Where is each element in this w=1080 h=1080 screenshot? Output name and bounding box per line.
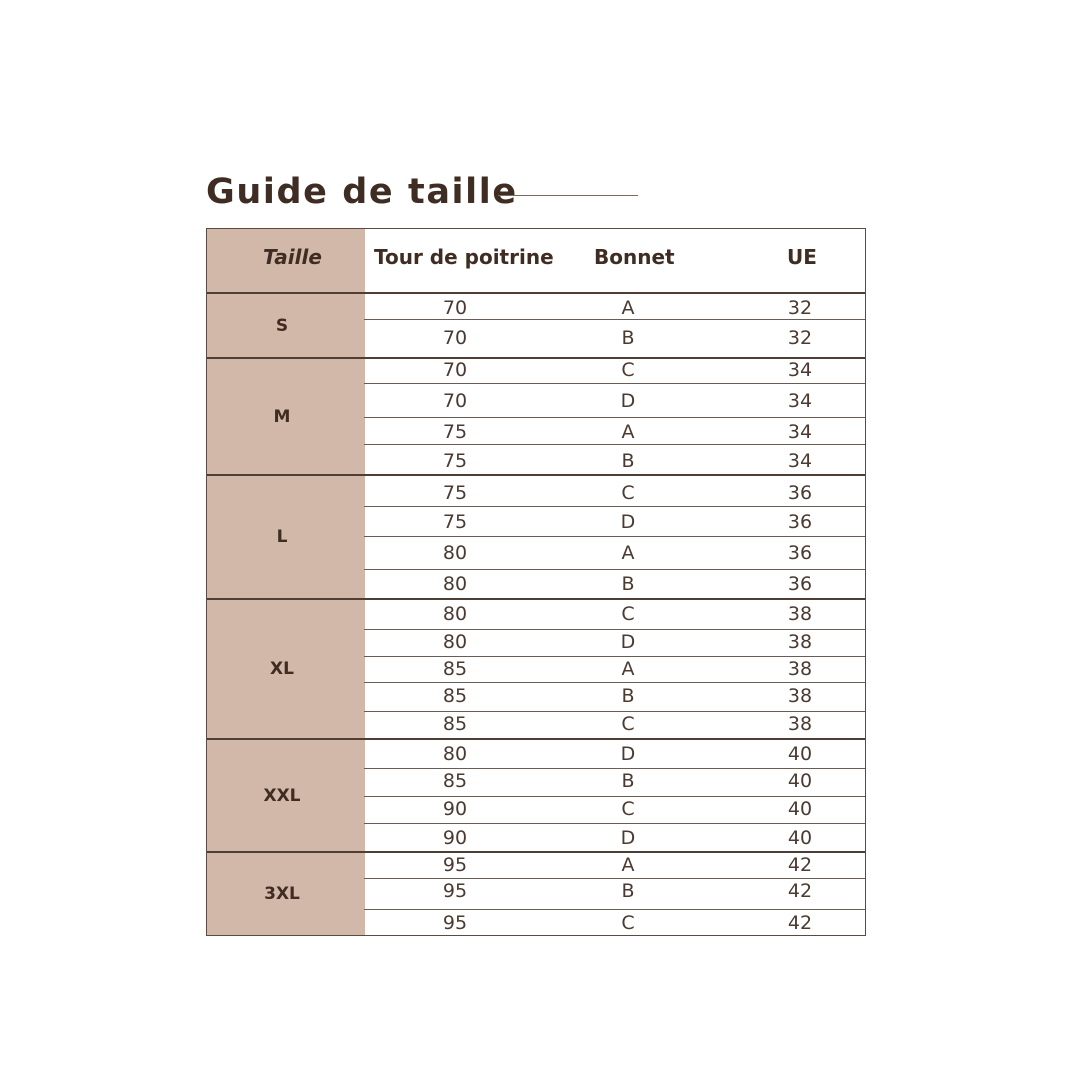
size-label-l: L [276, 527, 288, 547]
tour-de-poitrine-cell: 80 [442, 631, 468, 653]
bonnet-cell: B [621, 573, 635, 595]
bonnet-cell: A [621, 297, 635, 319]
ue-cell: 40 [787, 798, 813, 820]
group-divider [206, 474, 866, 476]
tour-de-poitrine-cell: 80 [442, 573, 468, 595]
row-divider [364, 319, 866, 320]
ue-cell: 40 [787, 827, 813, 849]
bonnet-cell: C [621, 482, 635, 504]
ue-cell: 38 [787, 603, 813, 625]
page-title: Guide de taille [206, 172, 518, 212]
size-label-xl: XL [270, 659, 294, 679]
tour-de-poitrine-cell: 95 [442, 880, 468, 902]
bonnet-cell: A [621, 658, 635, 680]
tour-de-poitrine-cell: 75 [442, 511, 468, 533]
tour-de-poitrine-cell: 95 [442, 912, 468, 934]
bonnet-cell: A [621, 854, 635, 876]
tour-de-poitrine-cell: 85 [442, 770, 468, 792]
header-tour-de-poitrine: Tour de poitrine [374, 245, 554, 269]
tour-de-poitrine-cell: 85 [442, 713, 468, 735]
group-divider [206, 292, 866, 294]
group-divider [206, 851, 866, 853]
size-chart-table [206, 228, 866, 936]
bonnet-cell: C [621, 713, 635, 735]
ue-cell: 40 [787, 743, 813, 765]
row-divider [364, 796, 866, 797]
size-label-xxl: XXL [263, 785, 301, 806]
ue-cell: 36 [787, 482, 813, 504]
row-divider [364, 656, 866, 657]
bonnet-cell: D [620, 827, 636, 849]
size-label-m: M [273, 406, 291, 427]
size-label-s: S [275, 315, 289, 336]
row-divider [364, 682, 866, 683]
group-divider [206, 598, 866, 600]
row-divider [364, 909, 866, 910]
tour-de-poitrine-cell: 75 [442, 421, 468, 443]
header-ue: UE [787, 245, 817, 269]
bonnet-cell: D [620, 631, 636, 653]
bonnet-cell: D [620, 390, 636, 412]
ue-cell: 32 [787, 297, 813, 319]
ue-cell: 34 [787, 359, 813, 381]
bonnet-cell: C [621, 603, 635, 625]
bonnet-cell: B [621, 450, 635, 472]
group-divider [206, 357, 866, 359]
tour-de-poitrine-cell: 80 [442, 542, 468, 564]
ue-cell: 38 [787, 713, 813, 735]
tour-de-poitrine-cell: 75 [442, 482, 468, 504]
ue-cell: 38 [787, 631, 813, 653]
ue-cell: 38 [787, 658, 813, 680]
tour-de-poitrine-cell: 70 [442, 390, 468, 412]
row-divider [364, 506, 866, 507]
tour-de-poitrine-cell: 90 [442, 827, 468, 849]
ue-cell: 34 [787, 450, 813, 472]
tour-de-poitrine-cell: 80 [442, 743, 468, 765]
row-divider [364, 768, 866, 769]
bonnet-cell: D [620, 511, 636, 533]
tour-de-poitrine-cell: 70 [442, 359, 468, 381]
bonnet-cell: B [621, 880, 635, 902]
row-divider [364, 417, 866, 418]
ue-cell: 36 [787, 573, 813, 595]
ue-cell: 40 [787, 770, 813, 792]
row-divider [364, 444, 866, 445]
bonnet-cell: C [621, 912, 635, 934]
tour-de-poitrine-cell: 85 [442, 658, 468, 680]
row-divider [364, 536, 866, 537]
row-divider [364, 878, 866, 879]
group-divider [206, 738, 866, 740]
tour-de-poitrine-cell: 70 [442, 327, 468, 349]
size-label-3xl: 3XL [264, 884, 300, 904]
row-divider [364, 629, 866, 630]
row-divider [364, 569, 866, 570]
row-divider [364, 823, 866, 824]
ue-cell: 34 [787, 390, 813, 412]
ue-cell: 36 [787, 511, 813, 533]
row-divider [364, 383, 866, 384]
ue-cell: 42 [787, 912, 813, 934]
bonnet-cell: A [621, 542, 635, 564]
bonnet-cell: C [621, 359, 635, 381]
ue-cell: 42 [787, 880, 813, 902]
ue-cell: 32 [787, 327, 813, 349]
ue-cell: 36 [787, 542, 813, 564]
bonnet-cell: C [621, 798, 635, 820]
bonnet-cell: B [621, 327, 635, 349]
tour-de-poitrine-cell: 80 [442, 603, 468, 625]
tour-de-poitrine-cell: 85 [442, 685, 468, 707]
tour-de-poitrine-cell: 70 [442, 297, 468, 319]
ue-cell: 34 [787, 421, 813, 443]
tour-de-poitrine-cell: 75 [442, 450, 468, 472]
row-divider [364, 711, 866, 712]
ue-cell: 38 [787, 685, 813, 707]
bonnet-cell: B [621, 770, 635, 792]
tour-de-poitrine-cell: 90 [442, 798, 468, 820]
header-taille: Taille [263, 245, 322, 269]
header-bonnet: Bonnet [594, 245, 675, 269]
bonnet-cell: A [621, 421, 635, 443]
bonnet-cell: B [621, 685, 635, 707]
ue-cell: 42 [787, 854, 813, 876]
tour-de-poitrine-cell: 95 [442, 854, 468, 876]
bonnet-cell: D [620, 743, 636, 765]
title-divider [498, 195, 638, 196]
